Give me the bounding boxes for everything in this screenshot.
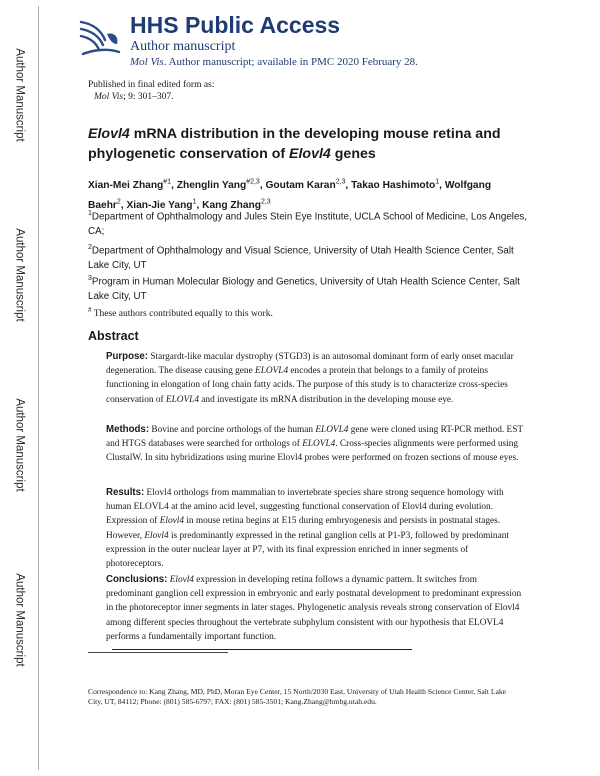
sidebar-label-2: Author Manuscript — [14, 228, 27, 322]
banner-citation: Mol Vis. Author manuscript; available in PMC 2020 February 28. — [130, 56, 418, 68]
affiliation-3: $^3$Program in Human Molecular Biology and Genetics, University of Utah Health Science Center, Salt Lake City, UT — [88, 275, 520, 303]
published-citation: Mol Vis; 9: 301–307. — [94, 92, 174, 102]
author: Xian-Mei Zhang$^{\#1}$, — [88, 179, 177, 192]
banner-subtitle: Author manuscript — [130, 39, 236, 54]
sidebar-label-4: Author Manuscript — [14, 573, 27, 667]
hhs-banner — [130, 12, 418, 70]
author-manuscript-sidebar — [0, 0, 40, 776]
correspondence-footnote: Correspondence to: Kang Zhang, MD, PhD, Moran Eye Center, 15 North/2030 East, University of Utah Health Science Center, Salt Lake City, UT, 84112; Phone: (801) 585-6797; FAX: (801) 585-3501; Kang.Zhang@hmbg.utah.edu. — [88, 687, 507, 706]
author: Zhenglin Yang$^{\#2,3}$, — [176, 179, 266, 192]
banner-title: HHS Public Access — [130, 12, 341, 38]
sidebar-label-1: Author Manuscript — [14, 48, 27, 142]
author: Wolfgang Baehr$^2$, — [88, 180, 492, 211]
article-title: Elovl4 mRNA distribution in the developing mouse retina and phylogenetic conservation of Elovl4 genes — [88, 126, 501, 162]
author: Kang Zhang$^{2,3}$ — [202, 198, 271, 211]
equal-contribution-note: # These authors contributed equally to this work. — [88, 306, 273, 320]
affiliation-2: $^2$Department of Ophthalmology and Visual Science, University of Utah Health Science Center, Salt Lake City, UT — [88, 244, 514, 272]
author: Xian-Jie Yang$^1$, — [126, 198, 203, 211]
abstract-methods: Methods: Bovine and porcine orthologs of the human ELOVL4 gene were cloned using RT-PCR method. EST and HTGS databases were searched for orthologs of ELOVL4. Cross-species alignments were performed using ClustalW. In situ hybridizations using murine Elovl4 probes were performed on frozen sections of mouse eyes. — [106, 424, 523, 464]
abstract-results: Results: Elovl4 orthologs from mammalian to invertebrate species share strong sequence homology with human ELOVL4 at the amino acid level, suggesting functional conservation of Elovl4 during evolution. Expression of Elovl4 in mouse retina begins at E15 during embryogenesis and persists in postnatal stages. However, Elovl4 is predominantly expressed in the retinal ganglion cells at P1-P3, followed by predominant expression in the outer nuclear layer at P7, with its final expression enriched in inner segments of photoreceptors. — [106, 487, 509, 570]
author: Takao Hashimoto$^1$, — [351, 179, 445, 192]
affiliation-1: $^1$Department of Ophthalmology and Jules Stein Eye Institute, UCLA School of Medicine, Los Angeles, CA; — [88, 210, 528, 238]
footnote-rule — [88, 652, 228, 653]
abstract-conclusions: Conclusions: Elovl4 expression in developing retina follows a dynamic pattern. It switches from predominant ganglion cell expression in embryonic and early postnatal development to predominant expression in the photoreceptor inner segments in later stages. Phylogenetic analysis reveals strong conservation of Elovl4 among different species throughout the vertebrate subphylum consistent with our hypothesis that ELOVL4 performs a fundamentally important function. — [106, 573, 526, 658]
trailing-rule — [112, 649, 412, 650]
sidebar-divider — [38, 6, 39, 770]
published-in: Published in final edited form as: Mol Vis; 9: 301–307. — [88, 80, 215, 102]
abstract-purpose: Purpose: Stargardt-like macular dystrophy (STGD3) is an autosomal dominant form of early onset macular degeneration. The disease causing gene ELOVL4 encodes a protein that belongs to a family of proteins functioning in elongation of long chain fatty acids. The purpose of this study is to characterize cross-species conservation of ELOVL4 and investigate its mRNA distribution in the developing mouse eye. — [106, 351, 514, 405]
abstract-heading: Abstract — [88, 329, 139, 343]
sidebar-label-3: Author Manuscript — [14, 398, 27, 492]
author: Goutam Karan$^{2,3}$, — [265, 179, 352, 192]
hhs-eagle-logo-icon — [77, 14, 123, 62]
